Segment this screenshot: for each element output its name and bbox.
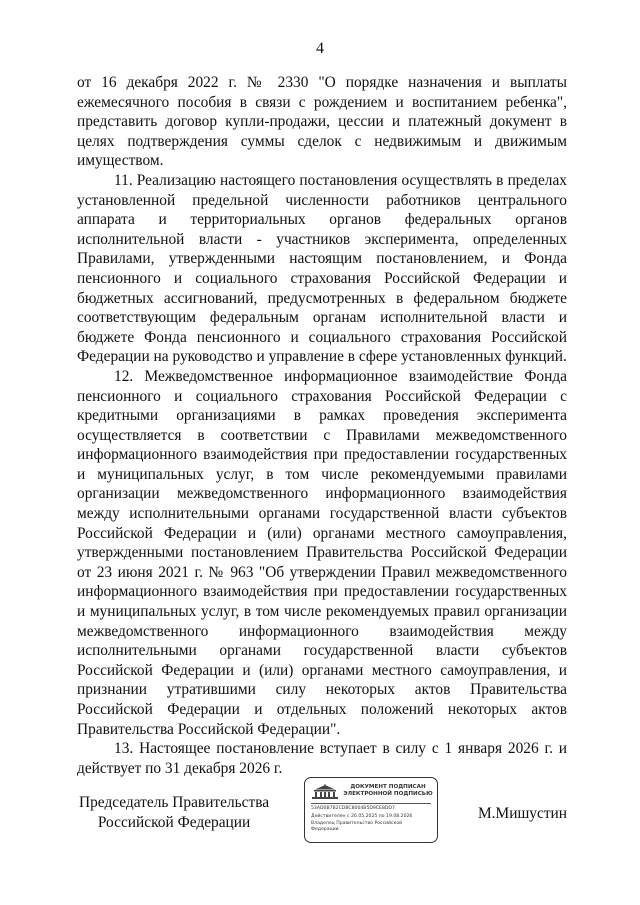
paragraph-continuation: от 16 декабря 2022 г. № 2330 "О порядке назначения и выплаты ежемесячного пособия в связи с рождением и воспитанием ребенка", представить договор купли-продажи, цессии и платежный документ в целях подтверждения суммы сделок с недвижимым и движимым имуществом.: [77, 74, 567, 170]
paragraph-12: 12. Межведомственное информационное взаимодействие Фонда пенсионного и социального страхования Российской Федерации с кредитными организациями в рамках проведения эксперимента осуществляется в соответствии с Правилами межведомственного информационного взаимодействия при предоставлении государственных и муниципальных услуг, в том числе рекомендуемыми правилами организации межведомственного информационного взаимодействия между исполнительными органами государственной власти субъектов Российской Федерации и (или) органами местного самоуправления, утвержденными постановлением Правительства Российской Федерации от 23 июня 2021 г. № 963 "Об утверждении Правил межведомственного информационного взаимодействия при предоставлении государственных и муниципальных услуг, в том числе рекомендуемых правил организации межведомственного информационного взаимодействия между исполнительными органами государственной власти субъектов Российской Федерации и (или) органами местного самоуправления, и признании утратившими силу некоторых актов Правительства Российской Федерации и отдельных положений некоторых актов Правительства Российской Федерации".: [77, 367, 567, 738]
government-building-icon: [311, 784, 339, 800]
stamp-divider: [311, 803, 431, 804]
paragraph-11: 11. Реализацию настоящего постановления осуществлять в пределах установленной предельной численности работников центрального аппарата и территориальных органов федеральных органов исполнительной власти - участников эксперимента, определенных Правилами, утвержденными настоящим постановлением, и Фонда пенсионного и социального страхования Российской Федерации и бюджетных ассигнований, предусмотренных в федеральном бюджете соответствующим федеральным органам исполнительной власти и бюджете Фонда пенсионного и социального страхования Российской Федерации на руководство и управление в сфере установленных функций.: [77, 171, 567, 366]
certificate-serial: 53AD0B7B2CDBC8004B5D9CE8DD7: [311, 806, 395, 811]
certificate-owner-line1: Владелец Правительство Российской: [311, 821, 403, 826]
document-body: [77, 73, 567, 778]
certificate-validity: Действителен с 26.05.2025 по 19.08.2026: [311, 814, 413, 819]
signatory-position-line2: Российской Федерации: [97, 813, 251, 831]
stamp-title-line2: ЭЛЕКТРОННОЙ ПОДПИСЬЮ: [343, 791, 433, 797]
signatory-position-line1: Председатель Правительства: [79, 794, 270, 811]
stamp-title-line1: ДОКУМЕНТ ПОДПИСАН: [350, 784, 426, 790]
stamp-title: [343, 784, 433, 798]
paragraph-13: 13. Настоящее постановление вступает в силу с 1 января 2026 г. и действует по 31 декабря 2026 г.: [77, 740, 567, 777]
page-number: 4: [316, 40, 324, 57]
certificate-owner-line2: Федерации: [311, 827, 339, 832]
signatory-position: [79, 793, 269, 832]
signatory-name: М.Мишустин: [478, 805, 568, 822]
electronic-signature-stamp: [304, 777, 438, 843]
